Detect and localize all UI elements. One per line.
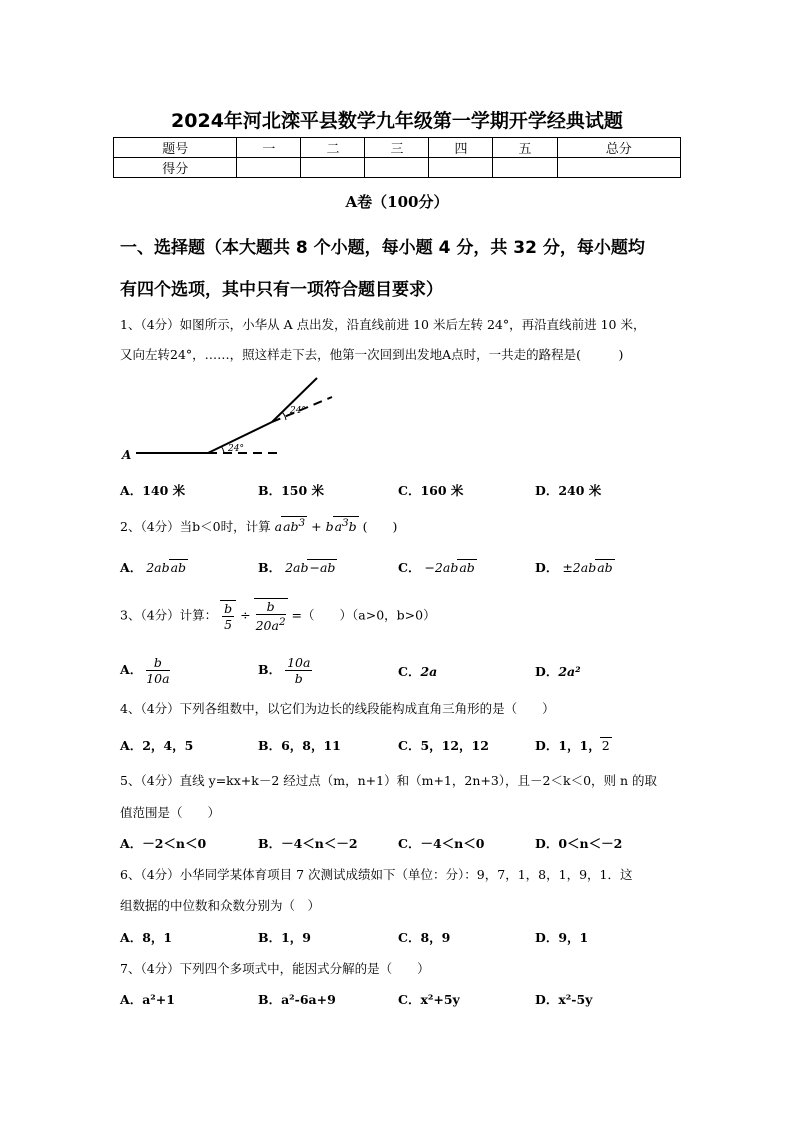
q1-option-a[interactable]: A．140 米 [120,483,186,498]
q2-text [120,516,397,535]
q2-expression: $aab^3 + ba^3b$ [274,517,357,535]
angle-label: 24° [290,406,306,416]
angle-arc [282,412,286,420]
score-table [113,137,681,178]
q3-option-a[interactable]: A． $\frac{b}{10a}$ [120,655,170,686]
q3-sqrt-1: $\frac{b}{5}$ [220,600,236,632]
q1-text-line2: 又向左转24°，……，照这样走下去，他第一次回到出发地A点时，一共走的路程是( ) [120,347,624,362]
table-cell: 二 [301,138,365,158]
q4-option-b[interactable]: B．6，8，11 [258,738,341,753]
q5-option-b[interactable]: B．－4＜n＜－2 [258,836,358,851]
q5-option-a[interactable]: A．－2＜n＜0 [120,836,207,851]
q5-option-d[interactable]: D．0＜n＜－2 [535,836,623,851]
score-cell[interactable] [429,158,493,178]
q6-option-b[interactable]: B．1，9 [258,930,311,945]
angle-label: 24° [228,444,244,454]
q2-condition: b＜0时，计算 [192,519,271,535]
table-cell: 得分 [114,158,237,178]
section-heading-line2: 有四个选项，其中只有一项符合题目要求） [120,280,443,300]
q3-option-c[interactable]: C．2a [398,664,438,679]
q2-option-a[interactable]: A． 2abab [120,560,187,575]
q4-option-c[interactable]: C．5，12，12 [398,738,489,753]
q1-figure [120,372,350,462]
q4-option-d[interactable]: D．1，1，2 [535,738,610,753]
table-cell: 题号 [114,138,237,158]
table-cell: 总分 [557,138,681,158]
score-table-score-row [114,158,681,178]
volume-heading: A卷（100分） [345,193,449,211]
score-cell[interactable] [301,158,365,178]
score-cell[interactable] [557,158,681,178]
q6-option-d[interactable]: D．9，1 [535,930,589,945]
q1-option-c[interactable]: C．160 米 [398,483,464,498]
point-label-a: A [122,448,132,462]
q3-suffix: =（ ）（a>0，b>0） [291,607,436,623]
section-heading-line1: 一、选择题（本大题共 8 个小题，每小题 4 分，共 32 分，每小题均 [120,238,645,258]
q7-option-d[interactable]: D．x²-5y [535,992,593,1007]
q1-option-b[interactable]: B．150 米 [258,483,325,498]
q1-text-line1: 1、（4分）如图所示，小华从 A 点出发，沿直线前进 10 米后左转 24°，再沿直线前进 10 米， [120,317,646,332]
q2-suffix: ( ) [362,519,398,535]
q2-option-b[interactable]: B． 2ab−ab [258,560,336,575]
q6-text-line2: 组数据的中位数和众数分别为（ ） [120,898,321,913]
q6-option-c[interactable]: C．8，9 [398,930,451,945]
q3-option-b[interactable]: B． $\frac{10a}{b}$ [258,655,311,686]
q7-option-b[interactable]: B．a²-6a+9 [258,992,336,1007]
table-cell: 四 [429,138,493,158]
q3-text: 3、（4分）计算： $\frac{b}{5}$ ÷ $\frac{b}{20a^2}$ =（ ）（a>0，b>0） [120,599,436,634]
exam-title: 2024年河北滦平县数学九年级第一学期开学经典试题 [171,110,623,132]
q3-prefix: 3、（4分）计算： [120,607,218,623]
q7-option-c[interactable]: C．x²+5y [398,992,460,1007]
q2-option-c[interactable]: C． −2abab [398,560,475,575]
q2-prefix: 2、（4分）当 [120,519,193,535]
score-cell[interactable] [493,158,557,178]
q6-option-a[interactable]: A．8，1 [120,930,173,945]
q4-text: 4、（4分）下列各组数中，以它们为边长的线段能构成直角三角形的是（ ） [120,701,555,716]
q5-text-line1: 5、（4分）直线 y=kx+k－2 经过点（m，n+1）和（m+1，2n+3），且－2＜k＜0，则 n 的取 [120,773,658,788]
q3-sqrt-2: $\frac{b}{20a^2}$ [255,599,286,634]
q2-option-d[interactable]: D． ±2abab [535,560,613,575]
q4-option-a[interactable]: A．2，4，5 [120,738,194,753]
table-cell: 一 [237,138,301,158]
q5-option-c[interactable]: C．－4＜n＜0 [398,836,485,851]
q5-text-line2: 值范围是（ ） [120,805,221,820]
q6-text-line1: 6、（4分）小华同学某体育项目 7 次测试成绩如下（单位：分）：9，7，1，8，1，9，1．这 [120,867,633,882]
score-cell[interactable] [365,158,429,178]
q7-option-a[interactable]: A．a²+1 [120,992,175,1007]
score-cell[interactable] [237,158,301,178]
q1-option-d[interactable]: D．240 米 [535,483,602,498]
table-cell: 三 [365,138,429,158]
score-table-header-row [114,138,681,158]
q7-text: 7、（4分）下列四个多项式中，能因式分解的是（ ） [120,961,430,976]
q3-option-d[interactable]: D．2a² [535,664,581,679]
table-cell: 五 [493,138,557,158]
